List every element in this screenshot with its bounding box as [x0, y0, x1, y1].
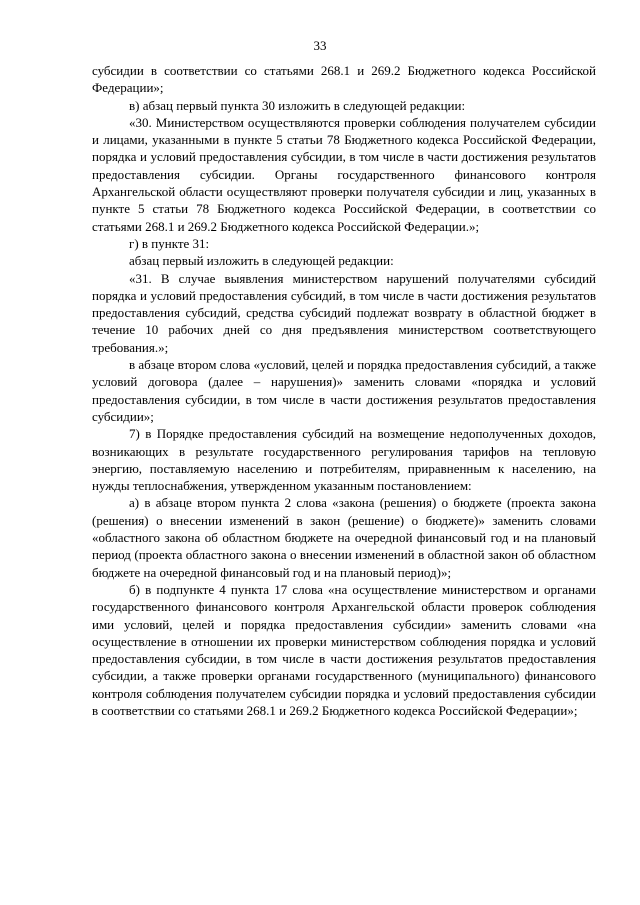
paragraph-continuation: субсидии в соответствии со статьями 268.1 и 269.2 Бюджетного кодекса Российской Федерации»;	[92, 63, 596, 96]
page-number: 33	[313, 38, 327, 53]
paragraph-item-b: б) в подпункте 4 пункта 17 слова «на осуществление министерством и органами государственного финансового контроля Архангельской области проверок соблюдения ими условий, целей и порядка предоставления субсидии» заменить словами «на осуществление в отношении их проверки министерством соблюдения порядка и условий предоставления субсидии, в том числе в части достижения результатов предоставления субсидии, а также проверки органами государственного (муниципального) финансового контроля соблюдения получателем субсидии порядка и условий предоставления субсидии в соответствии со статьями 268.1 и 269.2 Бюджетного кодекса Российской Федерации»;	[92, 581, 596, 718]
paragraph-quote-31: «31. В случае выявления министерством нарушений получателями субсидий порядка и условий предоставления субсидий, в том числе в части достижения результатов предоставления субсидий, средства субсидий подлежат возврату в областной бюджет в течение 10 рабочих дней со дня предъявления министерством соответствующего требования.»;	[92, 270, 596, 355]
paragraph-item-v: в) абзац первый пункта 30 изложить в следующей редакции:	[129, 97, 466, 113]
paragraph-item-a: а) в абзаце втором пункта 2 слова «закона (решения) о бюджете (проекта закона (решения) о внесении изменений в закон (решение) о бюджете)» заменить словами «областного закона об областном бюджете на очередной финансовый год и на плановый период (проекта областного закона о внесении изменений в областной закон об областном бюджете на очередной финансовый год и на плановый период)»;	[92, 495, 596, 580]
paragraph-quote-30: «30. Министерством осуществляются проверки соблюдения получателем субсидии и лицами, указанными в пункте 5 статьи 78 Бюджетного кодекса Российской Федерации, порядка и условий предоставления субсидии, в том числе в части достижения результатов предоставления субсидии. Органы государственного финансового контроля Архангельской области осуществляют проверки получателя субсидии и лиц, указанных в пункте 5 статьи 78 Бюджетного кодекса Российской Федерации, в соответствии со статьями 268.1 и 269.2 Бюджетного кодекса Российской Федерации.»;	[92, 114, 596, 234]
paragraph-first-abzac: абзац первый изложить в следующей редакции:	[129, 253, 394, 269]
paragraph-item-g: г) в пункте 31:	[129, 235, 210, 251]
paragraph-second-abzac: в абзаце втором слова «условий, целей и порядка предоставления субсидий, а также условий договора (далее – нарушения)» заменить словами «порядка и условий предоставления субсидии, в том числе в части достижения результатов предоставления субсидии»;	[92, 357, 596, 424]
paragraph-item-7: 7) в Порядке предоставления субсидий на возмещение недополученных доходов, возникающих в результате государственного регулирования тарифов на тепловую энергию, поставляемую населению и потребителям, приравненным к населению, на нужды теплоснабжения, утвержденном указанным постановлением:	[92, 426, 596, 494]
document-body	[92, 62, 596, 719]
